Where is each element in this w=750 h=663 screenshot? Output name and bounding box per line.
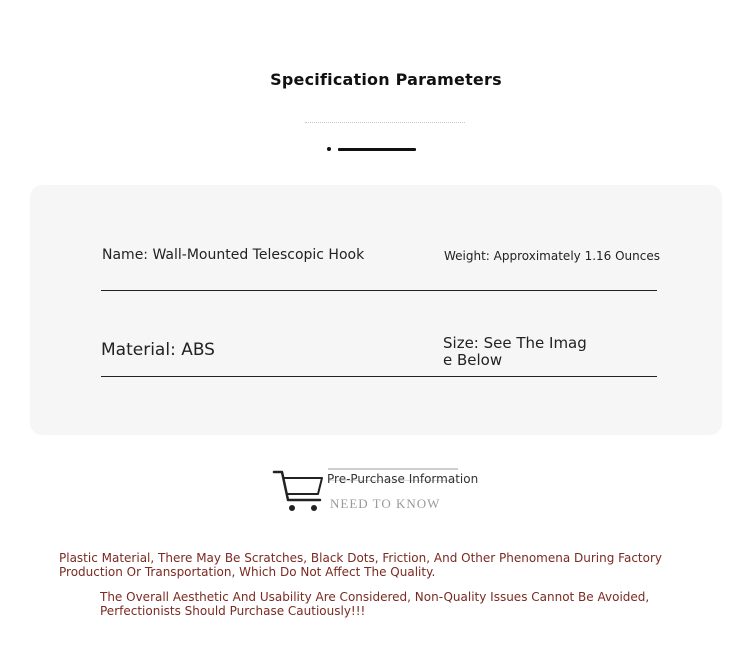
spec-card — [30, 185, 722, 435]
notice-header — [270, 462, 480, 516]
notice-title: Pre-Purchase Information — [327, 472, 479, 486]
spec-material: Material: ABS — [101, 340, 215, 360]
title-faint-underline — [305, 122, 465, 127]
spec-name: Name: Wall-Mounted Telescopic Hook — [102, 247, 365, 263]
notice-line-2: The Overall Aesthetic And Usability Are Considered, Non-Quality Issues Cannot Be Avoided, Perfectionists Should Purchase Cautiously!!! — [100, 590, 650, 618]
divider-dot — [327, 147, 331, 151]
notice-line-1: Plastic Material, There May Be Scratches, Black Dots, Friction, And Other Phenomena During Factory Production Or Transportation, Which Do Not Affect The Quality. — [59, 551, 663, 579]
spec-divider-2 — [101, 376, 657, 377]
shopping-cart-icon — [272, 466, 326, 512]
title-divider — [327, 147, 417, 151]
spec-size: Size: See The Imag e Below — [443, 334, 587, 369]
notice-faint-caps: NEED TO KNOW — [330, 496, 441, 511]
spec-weight: Weight: Approximately 1.16 Ounces — [444, 249, 660, 263]
divider-bar — [338, 148, 416, 151]
page-title: Specification Parameters — [270, 70, 502, 89]
spec-divider-1 — [101, 290, 657, 291]
